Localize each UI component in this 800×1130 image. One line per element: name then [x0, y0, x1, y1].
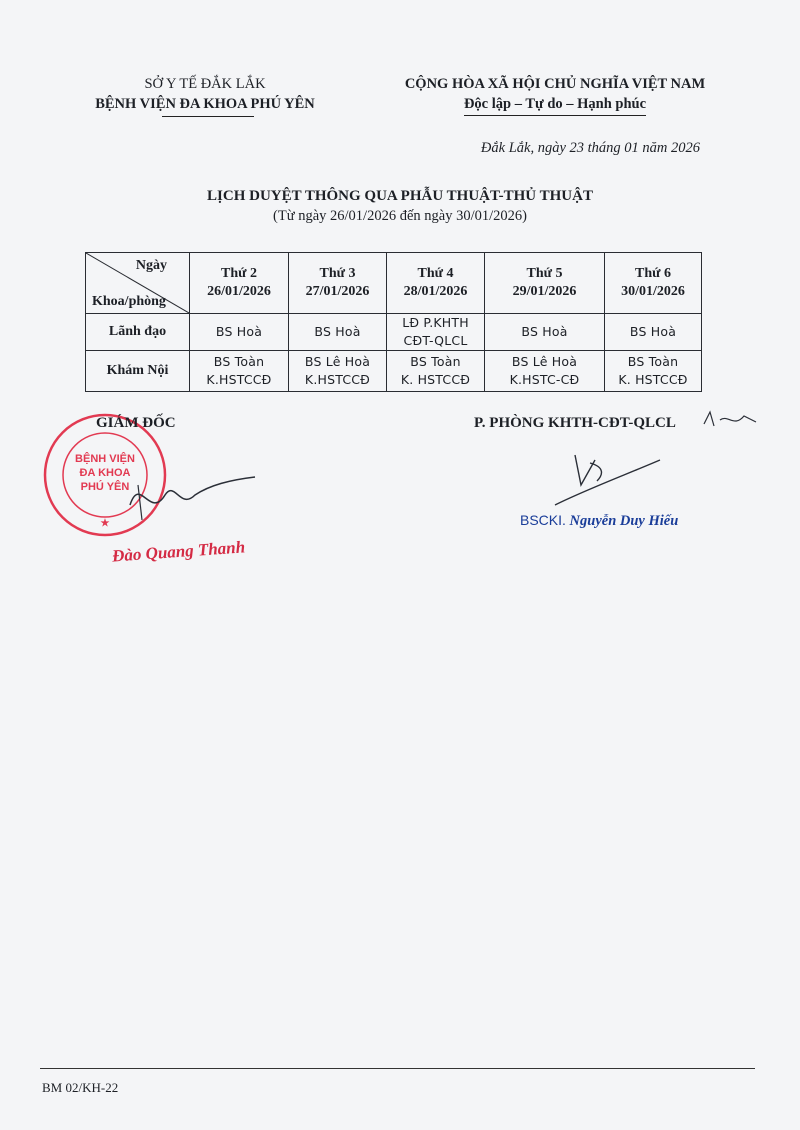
row-label-leadership: Lãnh đạo	[86, 314, 190, 351]
cell-line: BS Toàn	[213, 354, 265, 369]
deputy-head-title: P. PHÒNG KHTH-CĐT-QLCL	[474, 415, 676, 431]
header-national	[380, 74, 730, 116]
column-header-mon	[190, 253, 289, 314]
schedule-cell	[289, 351, 387, 392]
deputy-head-name	[520, 512, 678, 530]
schedule-cell	[190, 314, 289, 351]
svg-text:★: ★	[100, 518, 110, 529]
cell-line: BS Lê Hoà	[304, 354, 371, 369]
initial-mark-icon	[700, 406, 760, 436]
schedule-cell	[387, 351, 485, 392]
cell-line: K.HSTC-CĐ	[509, 372, 580, 387]
schedule-table	[85, 252, 702, 392]
column-day: Thứ 6	[634, 266, 672, 281]
deputy-fullname: Nguyễn Duy Hiếu	[569, 513, 679, 529]
cell-line: BS Toàn	[627, 354, 679, 369]
column-day: Thứ 2	[220, 266, 258, 281]
column-date: 27/01/2026	[305, 284, 370, 299]
form-code: BM 02/KH-22	[42, 1080, 119, 1095]
column-day: Thứ 3	[319, 266, 356, 281]
column-header-fri	[605, 253, 702, 314]
document-title: LỊCH DUYỆT THÔNG QUA PHẪU THUẬT-THỦ THUẬT	[207, 188, 593, 204]
document-date: Đắk Lắk, ngày 23 tháng 01 năm 2026	[480, 140, 700, 156]
cell-line: BS Hoà	[215, 324, 263, 339]
cell-line: K.HSTCCĐ	[304, 372, 371, 387]
director-title: GIÁM ĐỐC	[96, 415, 176, 431]
national-title: CỘNG HÒA XÃ HỘI CHỦ NGHĨA VIỆT NAM	[404, 76, 706, 92]
column-header-wed	[387, 253, 485, 314]
deputy-degree: BSCKI.	[520, 512, 566, 528]
cell-line: BS Hoà	[629, 324, 677, 339]
schedule-cell	[190, 351, 289, 392]
table-row	[86, 314, 702, 351]
corner-label-department: Khoa/phòng	[92, 294, 166, 309]
table-row	[86, 351, 702, 392]
cell-line: K. HSTCCĐ	[400, 372, 471, 387]
schedule-cell	[605, 314, 702, 351]
cell-line: BS Hoà	[314, 324, 361, 339]
schedule-cell	[289, 314, 387, 351]
director-name: Đào Quang Thanh	[111, 537, 246, 566]
corner-label-day: Ngày	[135, 258, 167, 273]
document-subtitle: (Từ ngày 26/01/2026 đến ngày 30/01/2026)	[273, 208, 527, 224]
row-label-internal-exam: Khám Nội	[86, 351, 190, 392]
schedule-cell	[605, 351, 702, 392]
column-date: 29/01/2026	[512, 284, 577, 299]
column-header-thu	[485, 253, 605, 314]
cell-line: BS Hoà	[521, 324, 568, 339]
stamp-line: PHÚ YÊN	[80, 481, 130, 493]
deputy-signature-icon	[545, 445, 665, 515]
stamp-line: BỆNH VIỆN	[75, 453, 135, 465]
hospital-name: BỆNH VIỆN ĐA KHOA PHÚ YÊN	[95, 96, 315, 112]
cell-line: CĐT-QLCL	[403, 333, 468, 348]
footer-divider	[40, 1068, 755, 1069]
column-date: 28/01/2026	[403, 284, 468, 299]
cell-line: BS Toàn	[410, 354, 461, 369]
schedule-cell	[387, 314, 485, 351]
cell-line: BS Lê Hoà	[511, 354, 578, 369]
corner-cell	[86, 253, 190, 314]
header-organization	[70, 74, 340, 114]
schedule-cell	[485, 351, 605, 392]
column-day: Thứ 4	[417, 266, 454, 281]
column-header-tue	[289, 253, 387, 314]
column-date: 30/01/2026	[621, 284, 685, 299]
column-date: 26/01/2026	[207, 284, 271, 299]
director-signature-icon	[120, 465, 260, 525]
schedule-cell	[485, 314, 605, 351]
stamp-line: ĐA KHOA	[79, 467, 131, 479]
national-motto: Độc lập – Tự do – Hạnh phúc	[464, 94, 646, 116]
column-day: Thứ 5	[526, 266, 563, 281]
department-name: SỞ Y TẾ ĐẮK LẮK	[144, 76, 266, 92]
cell-line: LĐ P.KHTH	[402, 315, 469, 330]
cell-line: K. HSTCCĐ	[618, 372, 688, 387]
cell-line: K.HSTCCĐ	[206, 372, 272, 387]
header-left-underline	[162, 116, 254, 117]
